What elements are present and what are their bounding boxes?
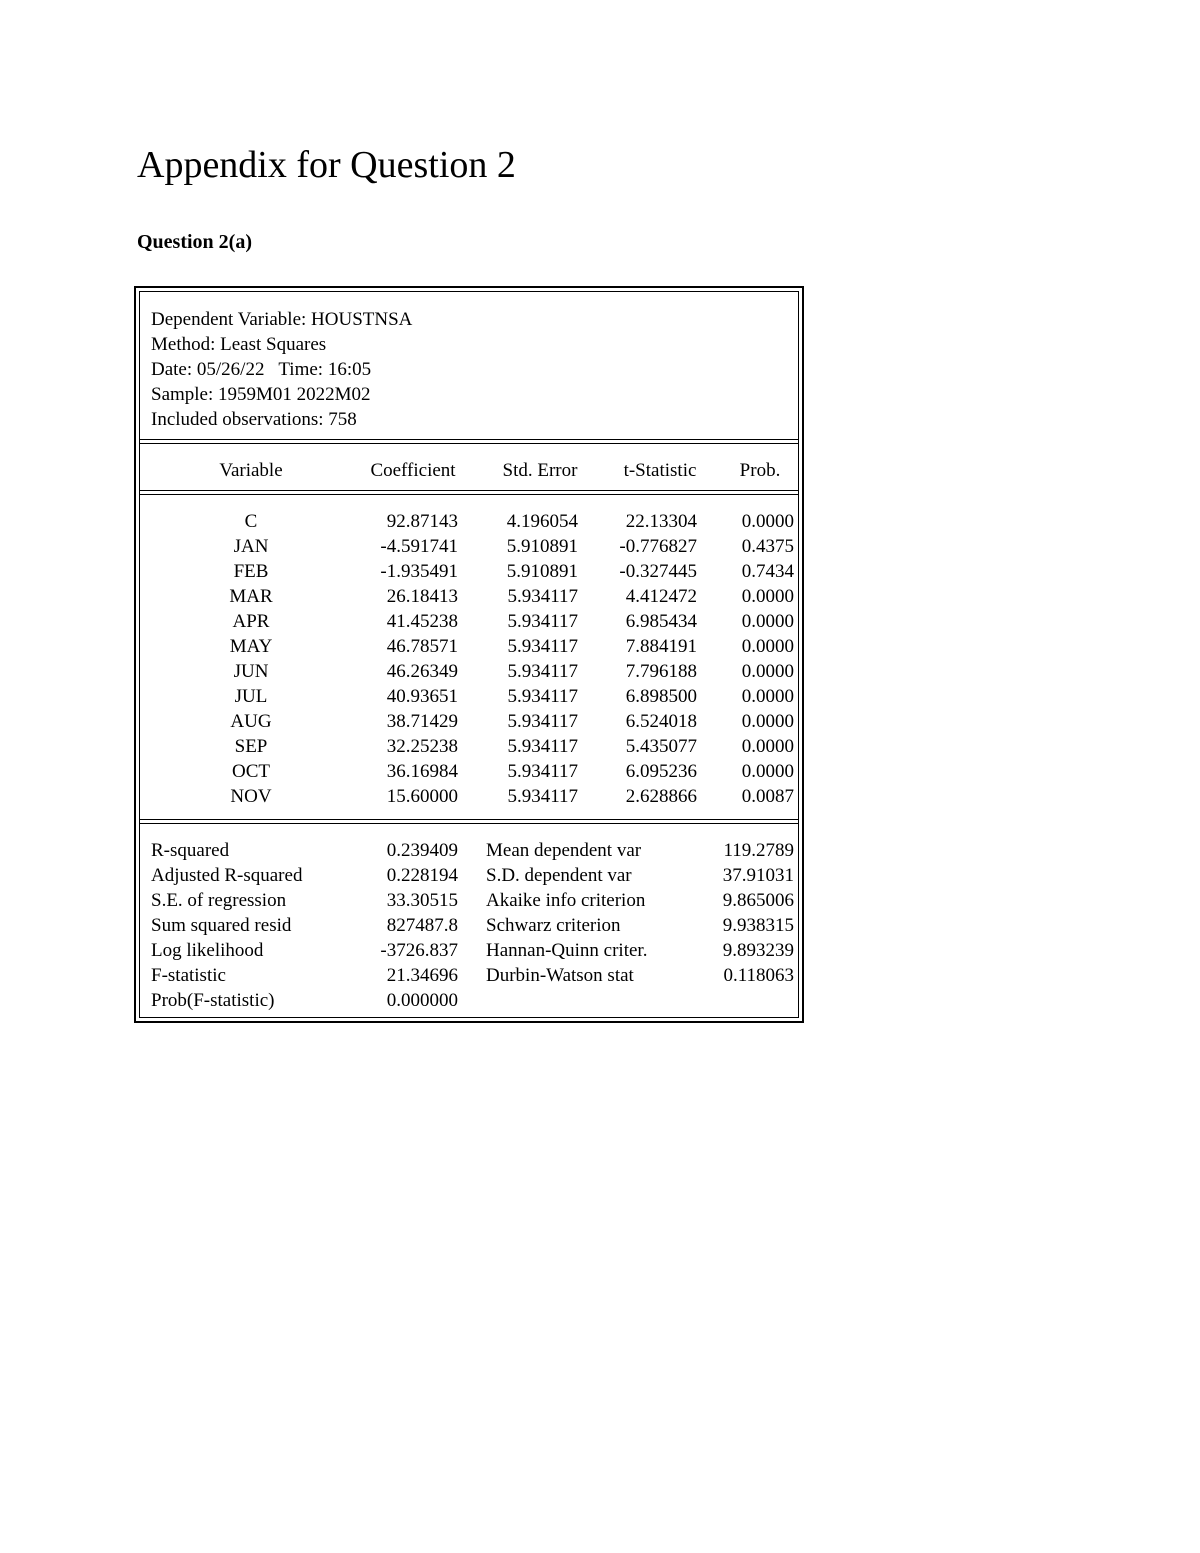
stat-label: Durbin-Watson stat	[486, 965, 634, 986]
prob-cell: 0.0000	[741, 711, 794, 732]
sample-line: Sample: 1959M01 2022M02	[151, 384, 371, 405]
variable-cell: MAY	[229, 636, 273, 657]
stat-label: Prob(F-statistic)	[151, 990, 275, 1011]
stat-label: S.E. of regression	[151, 890, 287, 911]
coefficient-cell: 41.45238	[386, 611, 458, 632]
divider	[140, 439, 798, 440]
variable-cell: NOV	[230, 786, 272, 807]
t-statistic-cell: 6.095236	[625, 761, 697, 782]
prob-cell: 0.4375	[741, 536, 794, 557]
stat-label: R-squared	[151, 840, 230, 861]
stat-value: 119.2789	[723, 840, 794, 861]
stat-value: 0.118063	[723, 965, 794, 986]
std-error-cell: 5.910891	[506, 561, 578, 582]
stat-value: 33.30515	[386, 890, 458, 911]
prob-cell: 0.0000	[741, 511, 794, 532]
coefficient-cell: 36.16984	[386, 761, 458, 782]
stat-label: Log likelihood	[151, 940, 264, 961]
coefficient-cell: 92.87143	[386, 511, 458, 532]
coefficient-cell: 38.71429	[386, 711, 458, 732]
t-statistic-cell: 4.412472	[625, 586, 697, 607]
column-header-t-statistic: t-Statistic	[623, 460, 697, 481]
coefficient-cell: 32.25238	[386, 736, 458, 757]
regression-output-table	[134, 286, 804, 1023]
method-line: Method: Least Squares	[151, 334, 327, 355]
variable-cell: JUL	[234, 686, 268, 707]
stat-label: F-statistic	[151, 965, 226, 986]
prob-cell: 0.0000	[741, 661, 794, 682]
stat-label: S.D. dependent var	[486, 865, 632, 886]
coefficient-cell: 15.60000	[386, 786, 458, 807]
t-statistic-cell: 6.898500	[625, 686, 697, 707]
std-error-cell: 5.934117	[507, 736, 578, 757]
std-error-cell: 5.934117	[507, 661, 578, 682]
variable-cell: APR	[232, 611, 270, 632]
std-error-cell: 5.934117	[507, 611, 578, 632]
stat-value: 0.228194	[386, 865, 458, 886]
divider	[140, 494, 798, 495]
t-statistic-cell: 6.985434	[625, 611, 697, 632]
divider	[140, 819, 798, 820]
stat-value: 0.000000	[386, 990, 458, 1011]
stat-value: -3726.837	[380, 940, 458, 961]
observations-line: Included observations: 758	[151, 409, 357, 430]
t-statistic-cell: 7.884191	[625, 636, 697, 657]
variable-cell: SEP	[234, 736, 268, 757]
std-error-cell: 5.934117	[507, 761, 578, 782]
std-error-cell: 4.196054	[506, 511, 578, 532]
t-statistic-cell: 2.628866	[625, 786, 697, 807]
prob-cell: 0.0087	[741, 786, 794, 807]
std-error-cell: 5.910891	[506, 536, 578, 557]
std-error-cell: 5.934117	[507, 711, 578, 732]
stat-label: Adjusted R-squared	[151, 865, 303, 886]
std-error-cell: 5.934117	[507, 686, 578, 707]
section-heading: Question 2(a)	[137, 231, 252, 253]
stat-value: 9.893239	[722, 940, 794, 961]
stat-value: 37.91031	[722, 865, 794, 886]
stat-value: 0.239409	[386, 840, 458, 861]
t-statistic-cell: 5.435077	[625, 736, 697, 757]
std-error-cell: 5.934117	[507, 636, 578, 657]
prob-cell: 0.0000	[741, 736, 794, 757]
variable-cell: C	[244, 511, 258, 532]
divider	[140, 490, 798, 491]
column-header-std-error: Std. Error	[502, 460, 578, 481]
variable-cell: AUG	[230, 711, 272, 732]
std-error-cell: 5.934117	[507, 586, 578, 607]
dependent-variable-line: Dependent Variable: HOUSTNSA	[151, 309, 413, 330]
t-statistic-cell: 22.13304	[625, 511, 697, 532]
t-statistic-cell: -0.327445	[619, 561, 697, 582]
date-time-line: Date: 05/26/22 Time: 16:05	[151, 359, 372, 380]
coefficient-cell: 46.78571	[386, 636, 458, 657]
column-header-prob: Prob.	[739, 460, 781, 481]
prob-cell: 0.0000	[741, 636, 794, 657]
t-statistic-cell: 6.524018	[625, 711, 697, 732]
stat-label: Akaike info criterion	[486, 890, 646, 911]
std-error-cell: 5.934117	[507, 786, 578, 807]
column-header-coefficient: Coefficient	[370, 460, 456, 481]
prob-cell: 0.0000	[741, 761, 794, 782]
prob-cell: 0.7434	[741, 561, 794, 582]
page-title: Appendix for Question 2	[137, 144, 516, 186]
coefficient-cell: 40.93651	[386, 686, 458, 707]
variable-cell: JUN	[233, 661, 269, 682]
coefficient-cell: 46.26349	[386, 661, 458, 682]
divider	[140, 443, 798, 444]
coefficient-cell: -1.935491	[380, 561, 458, 582]
stat-label: Hannan-Quinn criter.	[486, 940, 648, 961]
regression-output-frame	[139, 291, 799, 1018]
t-statistic-cell: 7.796188	[625, 661, 697, 682]
stat-value: 827487.8	[386, 915, 458, 936]
divider	[140, 823, 798, 824]
prob-cell: 0.0000	[741, 586, 794, 607]
t-statistic-cell: -0.776827	[619, 536, 697, 557]
stat-label: Schwarz criterion	[486, 915, 621, 936]
variable-cell: MAR	[229, 586, 273, 607]
variable-cell: FEB	[233, 561, 269, 582]
variable-cell: OCT	[232, 761, 270, 782]
stat-label: Mean dependent var	[486, 840, 642, 861]
stat-label: Sum squared resid	[151, 915, 292, 936]
prob-cell: 0.0000	[741, 611, 794, 632]
coefficient-cell: -4.591741	[380, 536, 458, 557]
prob-cell: 0.0000	[741, 686, 794, 707]
stat-value: 21.34696	[386, 965, 458, 986]
stat-value: 9.865006	[722, 890, 794, 911]
coefficient-cell: 26.18413	[386, 586, 458, 607]
column-header-variable: Variable	[219, 460, 283, 481]
stat-value: 9.938315	[722, 915, 794, 936]
variable-cell: JAN	[233, 536, 269, 557]
